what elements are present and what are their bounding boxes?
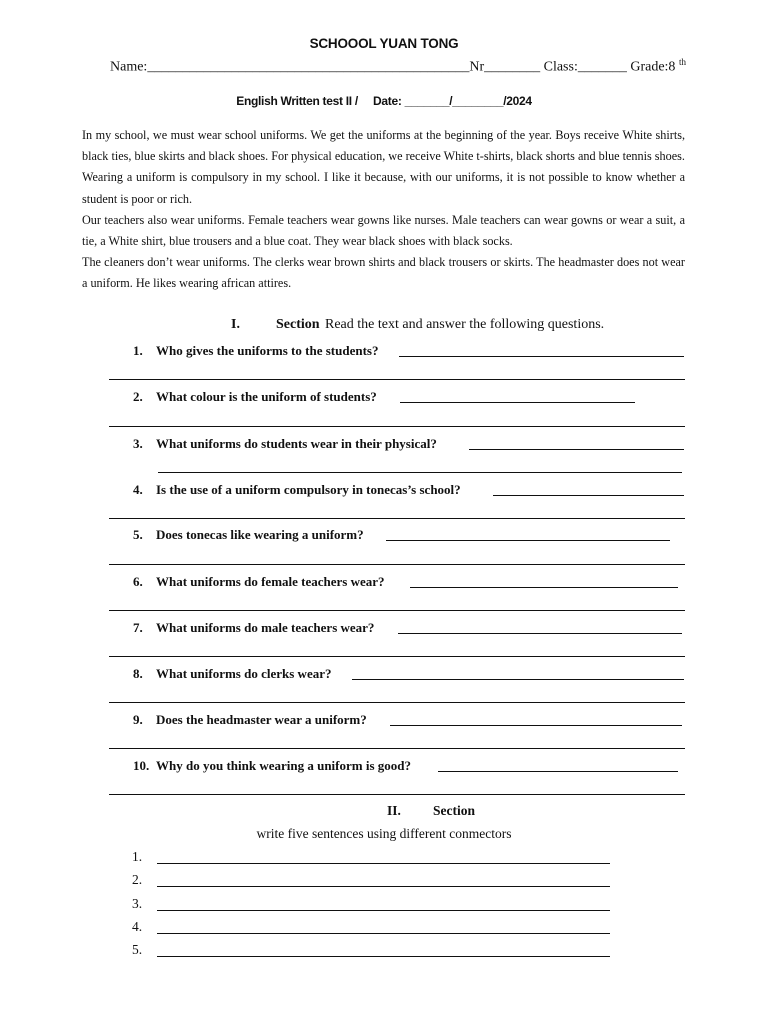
sentence-item: [0, 849, 768, 869]
question-number: 3.: [133, 436, 143, 451]
question-item: [0, 620, 768, 644]
question-number: 10.: [133, 758, 150, 773]
question-item: [0, 389, 768, 413]
question-number: 7.: [133, 620, 143, 635]
section-two-instruction: write five sentences using different conmectors: [256, 826, 512, 841]
question-text: What uniforms do students wear in their physical?: [156, 436, 437, 451]
answer-line[interactable]: [109, 656, 685, 657]
answer-blank[interactable]: [400, 402, 635, 403]
sentence-item: [0, 896, 768, 916]
question-text: Does the headmaster wear a uniform?: [156, 712, 367, 727]
question-number: 2.: [133, 389, 143, 404]
sentence-item: [0, 942, 768, 962]
passage-paragraph: The cleaners don’t wear uniforms. The clerks wear brown shirts and black trousers or skirts. The headmaster does not wear a uniform. He likes wearing african attires.: [82, 255, 685, 291]
grade-superscript: th: [678, 57, 686, 67]
question-text: Is the use of a uniform compulsory in tonecas’s school?: [156, 482, 461, 497]
question-item: [0, 482, 768, 506]
name-blank[interactable]: ______________________________________________: [147, 59, 470, 75]
reading-passage: [82, 125, 685, 295]
test-title: English Written test II /: [236, 94, 358, 108]
question-text: What colour is the uniform of students?: [156, 389, 377, 404]
answer-blank[interactable]: [493, 495, 684, 496]
section-label: Section: [433, 803, 475, 818]
sentence-number: 5.: [132, 942, 143, 957]
question-item: [0, 758, 768, 782]
sentence-line[interactable]: [157, 933, 610, 934]
answer-line[interactable]: [109, 748, 685, 749]
question-text: Who gives the uniforms to the students?: [156, 343, 379, 358]
sentence-item: [0, 872, 768, 892]
class-label: Class:: [543, 59, 578, 75]
sentence-number: 3.: [132, 896, 143, 911]
student-info-line: [110, 57, 750, 76]
sentence-line[interactable]: [157, 863, 610, 864]
question-number: 6.: [133, 574, 143, 589]
question-item: [0, 436, 768, 460]
grade-label: Grade:8: [630, 59, 676, 75]
answer-blank[interactable]: [469, 449, 684, 450]
sentence-number: 4.: [132, 919, 143, 934]
answer-line[interactable]: [109, 794, 685, 795]
answer-blank[interactable]: [438, 771, 678, 772]
question-item: [0, 574, 768, 598]
date-field[interactable]: Date: _______/________/2024: [373, 94, 532, 108]
question-item: [0, 712, 768, 736]
question-number: 5.: [133, 527, 143, 542]
answer-line[interactable]: [109, 426, 685, 427]
passage-paragraph: Our teachers also wear uniforms. Female teachers wear gowns like nurses. Male teachers can wear gowns or wear a suit, a tie, a White shirt, blue trousers and a blue coat. They wear black shoes with black socks.: [82, 212, 685, 249]
class-blank[interactable]: _______: [577, 59, 627, 75]
passage-paragraph: Wearing a uniform is compulsory in my school. I like it because, with our uniforms, it is not possible to know whether a student is poor or rich.: [82, 170, 685, 206]
sentence-number: 2.: [132, 872, 143, 887]
answer-line[interactable]: [109, 564, 685, 565]
question-text: Does tonecas like wearing a uniform?: [156, 527, 364, 542]
school-title: SCHOOOL YUAN TONG: [309, 36, 459, 51]
answer-line[interactable]: [158, 472, 682, 473]
answer-line[interactable]: [109, 379, 685, 380]
answer-blank[interactable]: [410, 587, 678, 588]
answer-line[interactable]: [109, 518, 685, 519]
passage-paragraph: In my school, we must wear school uniforms. We get the uniforms at the beginning of the year. Boys receive White shirts, black ties, blue skirts and black shoes. For physical education, we receive White t-shirts, black shorts and blue tennis shoes.: [82, 128, 685, 164]
section-number: I.: [231, 317, 240, 332]
section-instruction: Read the text and answer the following questions.: [325, 317, 605, 332]
nr-label: Nr: [469, 59, 485, 75]
question-text: What uniforms do female teachers wear?: [156, 574, 385, 589]
answer-blank[interactable]: [398, 633, 682, 634]
question-number: 1.: [133, 343, 143, 358]
sentence-line[interactable]: [157, 886, 610, 887]
answer-blank[interactable]: [386, 540, 670, 541]
question-number: 9.: [133, 712, 143, 727]
answer-blank[interactable]: [352, 679, 684, 680]
section-number: II.: [387, 803, 401, 818]
sentence-line[interactable]: [157, 910, 610, 911]
answer-line[interactable]: [109, 610, 685, 611]
question-item: [0, 666, 768, 690]
question-item: [0, 343, 768, 367]
question-number: 4.: [133, 482, 143, 497]
answer-blank[interactable]: [399, 356, 684, 357]
answer-line[interactable]: [109, 702, 685, 703]
question-text: What uniforms do clerks wear?: [156, 666, 332, 681]
nr-blank[interactable]: ________: [484, 59, 541, 75]
question-text: Why do you think wearing a uniform is good?: [156, 758, 411, 773]
test-title-line: [0, 94, 768, 108]
sentence-line[interactable]: [157, 956, 610, 957]
sentence-item: [0, 919, 768, 939]
answer-blank[interactable]: [390, 725, 682, 726]
section-label: Section: [276, 317, 320, 332]
question-text: What uniforms do male teachers wear?: [156, 620, 375, 635]
name-label: Name:: [110, 59, 148, 75]
question-number: 8.: [133, 666, 143, 681]
question-item: [0, 527, 768, 551]
sentence-number: 1.: [132, 849, 143, 864]
